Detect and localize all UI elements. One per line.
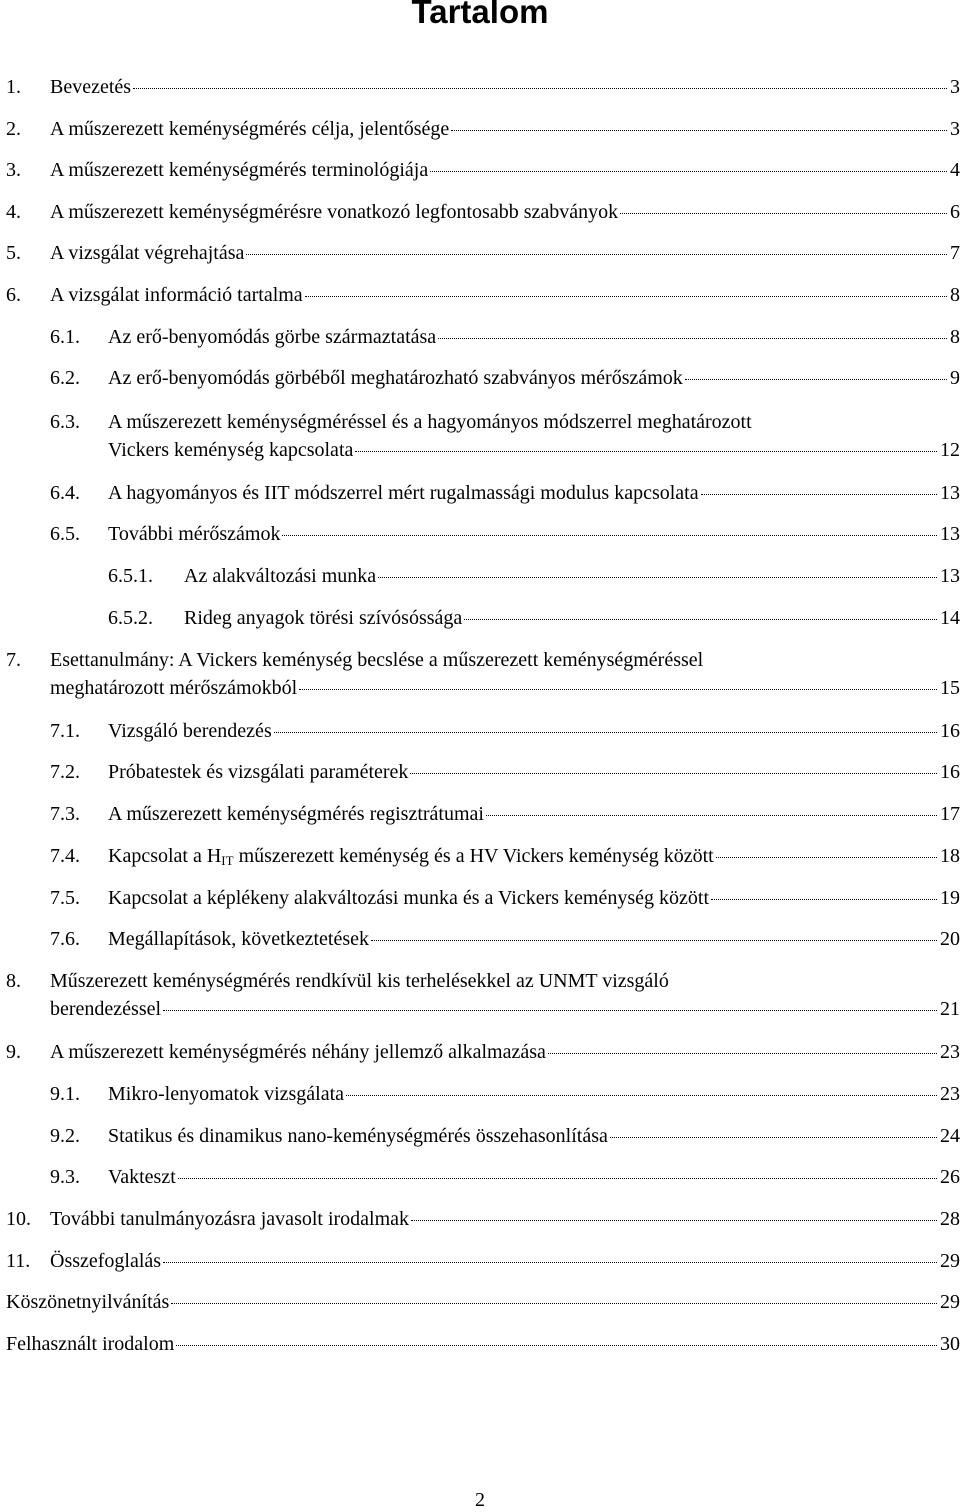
- toc-entry-page: 23: [940, 1041, 960, 1063]
- toc-entry-title: Vakteszt: [108, 1166, 176, 1188]
- toc-entry-page: 16: [940, 720, 960, 742]
- toc-entry-title: Az erő-benyomódás görbéből meghatározható szabványos mérőszámok: [108, 367, 683, 389]
- toc-entry-number: 7.: [6, 649, 21, 671]
- toc-entry-title-pre: Kapcsolat a H: [108, 845, 222, 867]
- toc-entry[interactable]: [6, 158, 960, 182]
- toc-entry-title: Összefoglalás: [50, 1250, 162, 1272]
- toc-entry-number: 4.: [6, 201, 21, 223]
- toc-entry-title-line1: A műszerezett keménységméréssel és a hagyományos módszerrel meghatározott: [108, 411, 752, 433]
- toc-entry-number: 7.6.: [50, 928, 80, 950]
- toc-entry[interactable]: [6, 75, 960, 99]
- toc-entry-title: Rideg anyagok törési szívósóssága: [184, 607, 463, 629]
- page-number: 2: [475, 1489, 485, 1511]
- toc-entry-title: Próbatestek és vizsgálati paraméterek: [108, 761, 409, 783]
- toc-entry-number: 7.5.: [50, 887, 80, 909]
- toc-entry-number: 5.: [6, 242, 21, 264]
- toc-entry-page: 9: [950, 367, 960, 389]
- toc-entry-page: 21: [940, 998, 960, 1020]
- toc-entry-page: 14: [940, 607, 960, 629]
- toc-entry-page: 26: [940, 1166, 960, 1188]
- toc-entry-title: A műszerezett keménységmérés terminológiája: [50, 159, 429, 181]
- toc-leader-dots: [346, 1095, 937, 1096]
- toc-entry-page: 6: [950, 201, 960, 223]
- toc-entry[interactable]: [6, 283, 960, 307]
- toc-leader-dots: [176, 1345, 937, 1346]
- toc-leader-dots: [299, 689, 937, 690]
- toc-entry-page: 8: [950, 284, 960, 306]
- toc-entry-title: Vizsgáló berendezés: [108, 720, 272, 742]
- toc-entry-page: 28: [940, 1208, 960, 1230]
- toc-entry-title: Az erő-benyomódás görbe származtatása: [108, 326, 437, 348]
- toc-entry-title: További tanulmányozásra javasolt irodalmak: [50, 1208, 410, 1230]
- toc-leader-dots: [610, 1137, 937, 1138]
- toc-entry-page: 7: [950, 242, 960, 264]
- toc-entry-title: A műszerezett keménységmérés néhány jellemző alkalmazása: [50, 1041, 546, 1063]
- toc-leader-dots: [163, 1010, 937, 1011]
- toc-entry[interactable]: [6, 1249, 960, 1273]
- toc-leader-dots: [620, 213, 947, 214]
- toc-leader-dots: [464, 619, 937, 620]
- toc-entry-number: 7.4.: [50, 845, 80, 867]
- toc-entry-title-subscript: IT: [221, 853, 234, 868]
- toc-entry-title: meghatározott mérőszámokból: [50, 677, 298, 699]
- toc-entry[interactable]: [50, 844, 960, 868]
- toc-entry-number: 7.1.: [50, 720, 80, 742]
- toc-leader-dots: [411, 1220, 937, 1221]
- toc-entry[interactable]: [6, 1040, 960, 1064]
- toc-entry[interactable]: [50, 760, 960, 784]
- toc-entry[interactable]: [50, 325, 960, 349]
- toc-entry-page: 18: [940, 845, 960, 867]
- toc-entry-page: 4: [950, 159, 960, 181]
- toc-entry-number: 9.1.: [50, 1083, 80, 1105]
- toc-leader-dots: [451, 130, 947, 131]
- toc-entry-page: 8: [950, 326, 960, 348]
- toc-entry-title: Mikro-lenyomatok vizsgálata: [108, 1083, 345, 1105]
- toc-entry-number: 9.: [6, 1041, 21, 1063]
- toc-entry[interactable]: [50, 481, 960, 505]
- toc-entry[interactable]: [6, 117, 960, 141]
- toc-entry[interactable]: [50, 927, 960, 951]
- toc-leader-dots: [371, 940, 937, 941]
- toc-entry-number: 10.: [6, 1208, 31, 1230]
- toc-entry-page: 12: [940, 439, 960, 461]
- toc-entry[interactable]: [50, 410, 960, 462]
- toc-entry-number: 1.: [6, 76, 21, 98]
- toc-entry-number: 6.5.: [50, 523, 80, 545]
- toc-leader-dots: [486, 815, 937, 816]
- toc-entry-title: Az alakváltozási munka: [184, 565, 377, 587]
- toc-entry-number: 7.3.: [50, 803, 80, 825]
- toc-entry-page: 3: [950, 118, 960, 140]
- toc-entry[interactable]: [50, 366, 960, 390]
- toc-leader-dots: [438, 338, 947, 339]
- toc-entry-page: 13: [940, 565, 960, 587]
- toc-leader-dots: [133, 88, 947, 89]
- toc-entry-title: A vizsgálat információ tartalma: [50, 284, 303, 306]
- toc-entry-title: További mérőszámok: [108, 523, 281, 545]
- toc-entry[interactable]: [6, 241, 960, 265]
- toc-entry[interactable]: [6, 1290, 960, 1314]
- toc-entry-title: Vickers keménység kapcsolata: [108, 439, 354, 461]
- toc-entry[interactable]: [50, 802, 960, 826]
- toc-entry-page: 29: [940, 1291, 960, 1313]
- toc-entry-title: Felhasznált irodalom: [6, 1333, 175, 1355]
- toc-entry-page: 20: [940, 928, 960, 950]
- toc-leader-dots: [548, 1053, 937, 1054]
- toc-entry-title: Statikus és dinamikus nano-keménységmérés összehasonlítása: [108, 1125, 608, 1147]
- toc-entry[interactable]: [108, 606, 960, 630]
- toc-leader-dots: [378, 577, 937, 578]
- toc-leader-dots: [685, 379, 947, 380]
- toc-entry-title: Kapcsolat a képlékeny alakváltozási munka és a Vickers keménység között: [108, 887, 709, 909]
- toc-entry-page: 13: [940, 482, 960, 504]
- toc-entry-title: Bevezetés: [50, 76, 132, 98]
- toc-entry[interactable]: [6, 969, 960, 1021]
- toc-leader-dots: [410, 773, 937, 774]
- toc-entry-number: 6.2.: [50, 367, 80, 389]
- toc-entry[interactable]: [6, 200, 960, 224]
- toc-entry[interactable]: [6, 1207, 960, 1231]
- toc-entry-page: 19: [940, 887, 960, 909]
- toc-entry[interactable]: [50, 719, 960, 743]
- toc-leader-dots: [178, 1178, 937, 1179]
- toc-entry-page: 24: [940, 1125, 960, 1147]
- toc-entry-title: berendezéssel: [50, 998, 162, 1020]
- toc-entry-page: 13: [940, 523, 960, 545]
- toc-entry-number: 9.2.: [50, 1125, 80, 1147]
- toc-leader-dots: [711, 899, 937, 900]
- toc-leader-dots: [430, 171, 947, 172]
- toc-entry[interactable]: [6, 1332, 960, 1356]
- toc-entry[interactable]: [50, 1082, 960, 1106]
- page-title: Tartalom: [411, 0, 549, 30]
- toc-entry-title: Köszönetnyilvánítás: [6, 1291, 170, 1313]
- toc-entry-title-line1: Műszerezett keménységmérés rendkívül kis terhelésekkel az UNMT vizsgáló: [50, 970, 669, 992]
- toc-entry[interactable]: [50, 1165, 960, 1189]
- toc-leader-dots: [171, 1303, 937, 1304]
- toc-leader-dots: [274, 732, 937, 733]
- toc-entry-page: 17: [940, 803, 960, 825]
- toc-leader-dots: [716, 857, 937, 858]
- toc-leader-dots: [282, 535, 937, 536]
- toc-entry-number: 6.1.: [50, 326, 80, 348]
- toc-entry-page: 16: [940, 761, 960, 783]
- toc-entry[interactable]: [108, 564, 960, 588]
- toc-entry-number: 11.: [6, 1250, 31, 1272]
- toc-entry-title: A műszerezett keménységmérés regisztrátumai: [108, 803, 484, 825]
- toc-leader-dots: [305, 296, 947, 297]
- toc-entry[interactable]: [50, 1124, 960, 1148]
- toc-entry-title: [108, 844, 714, 868]
- toc-entry-number: 6.4.: [50, 482, 80, 504]
- toc-entry-page: 3: [950, 76, 960, 98]
- toc-entry-page: 29: [940, 1250, 960, 1272]
- toc-entry-title: A hagyományos és IIT módszerrel mért rugalmassági modulus kapcsolata: [108, 482, 699, 504]
- toc-entry-page: 23: [940, 1083, 960, 1105]
- toc-entry-title: A vizsgálat végrehajtása: [50, 242, 245, 264]
- toc-entry-number: 6.: [6, 284, 21, 306]
- toc-entry-number: 6.3.: [50, 411, 80, 433]
- toc-entry-number: 7.2.: [50, 761, 80, 783]
- toc-entry-number: 2.: [6, 118, 21, 140]
- toc-entry-title: A műszerezett keménységmérésre vonatkozó legfontosabb szabványok: [50, 201, 619, 223]
- toc-leader-dots: [355, 451, 937, 452]
- toc-entry-number: 6.5.2.: [108, 607, 153, 629]
- toc-entry-number: 3.: [6, 159, 21, 181]
- toc-entry-title-line1: Esettanulmány: A Vickers keménység becslése a műszerezett keménységméréssel: [50, 649, 704, 671]
- toc-entry-title: Megállapítások, következtetések: [108, 928, 370, 950]
- toc-entry-page: 15: [940, 677, 960, 699]
- toc-leader-dots: [246, 254, 947, 255]
- toc-entry-title-post: műszerezett keménység és a HV Vickers keménység között: [233, 845, 714, 867]
- toc-entry[interactable]: [50, 886, 960, 910]
- toc-leader-dots: [163, 1262, 937, 1263]
- toc-entry-title: A műszerezett keménységmérés célja, jelentősége: [50, 118, 450, 140]
- toc-entry-number: 6.5.1.: [108, 565, 153, 587]
- toc-entry-number: 8.: [6, 970, 21, 992]
- toc-entry[interactable]: [6, 648, 960, 700]
- toc-entry-number: 9.3.: [50, 1166, 80, 1188]
- toc-entry[interactable]: [50, 522, 960, 546]
- toc-leader-dots: [701, 494, 937, 495]
- toc-entry-page: 30: [940, 1333, 960, 1355]
